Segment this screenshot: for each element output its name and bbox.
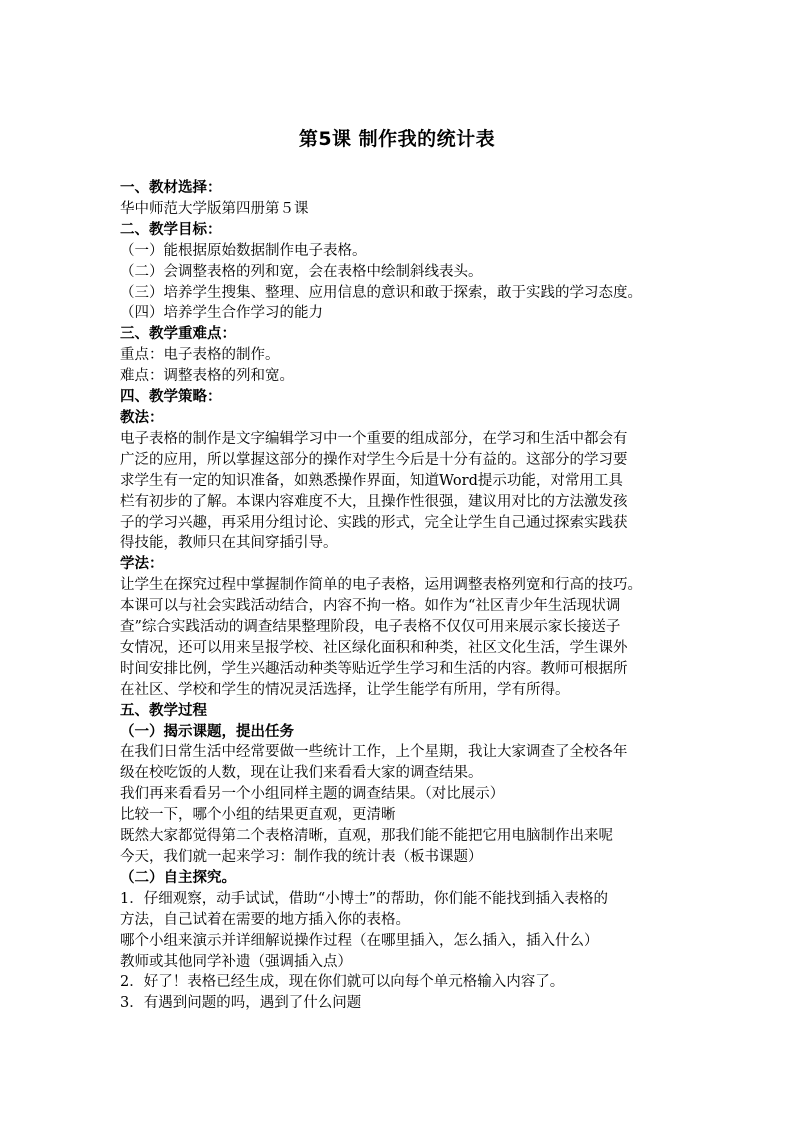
body-text-line: 教师或其他同学补遗（强调插入点） — [120, 953, 352, 970]
body-text-line: 本课可以与社会实践活动结合，内容不拘一格。如作为“社区青少年生活现状调 — [120, 598, 621, 615]
body-text-line: 重点：电子表格的制作。 — [120, 347, 280, 364]
body-text-line: 1．仔细观察，动手试试，借助“小博士”的帮助，你们能不能找到插入表格的 — [120, 890, 609, 907]
document-body — [120, 178, 680, 1014]
page-title: 第5课 制作我的统计表 — [298, 128, 496, 150]
body-text-line: （一）能根据原始数据制作电子表格。 — [120, 242, 367, 259]
body-text-line: 级在校吃饭的人数，现在让我们来看看大家的调查结果。 — [120, 765, 483, 782]
body-text-line: 求学生有一定的知识准备，如熟悉操作界面，知道Word提示功能，对常用工具 — [120, 472, 623, 489]
section-heading: （二）自主探究。 — [120, 868, 236, 886]
body-text-line: （二）会调整表格的列和宽，会在表格中绘制斜线表头。 — [120, 263, 483, 280]
section-heading: 二、教学目标： — [120, 220, 222, 238]
body-text-line: 电子表格的制作是文字编辑学习中一个重要的组成部分，在学习和生活中都会有 — [120, 430, 628, 447]
section-heading: 五、教学过程 — [120, 701, 207, 719]
body-text-line: 在社区、学校和学生的情况灵活选择，让学生能学有所用，学有所得。 — [120, 681, 570, 698]
body-text-line: 难点：调整表格的列和宽。 — [120, 368, 294, 385]
body-text-line: 子的学习兴趣，再采用分组讨论、实践的形式，完全让学生自己通过探索实践获 — [120, 514, 628, 531]
body-text-line: 在我们日常生活中经常要做一些统计工作，上个星期，我让大家调查了全校各年 — [120, 744, 628, 761]
body-text-line: 我们再来看看另一个小组同样主题的调查结果。（对比展示） — [120, 786, 505, 803]
body-text-line: 比较一下，哪个小组的结果更直观，更清晰 — [120, 807, 396, 824]
section-heading: 一、教材选择： — [120, 179, 222, 196]
body-text-line: 查”综合实践活动的调查结果整理阶段，电子表格不仅仅可用来展示家长接送子 — [120, 619, 621, 636]
section-heading: （一）揭示课题，提出任务 — [120, 722, 294, 740]
section-heading: 教法： — [120, 408, 164, 426]
body-text-line: 2．好了！表格已经生成，现在你们就可以向每个单元格输入内容了。 — [120, 974, 565, 991]
body-text-line: 既然大家都觉得第二个表格清晰，直观，那我们能不能把它用电脑制作出来呢 — [120, 828, 613, 845]
body-text-line: 得技能，教师只在其间穿插引导。 — [120, 535, 338, 552]
section-heading: 三、教学重难点： — [120, 325, 236, 343]
body-text-line: 栏有初步的了解。本课内容难度不大，且操作性很强，建议用对比的方法激发孩 — [120, 493, 628, 510]
body-text-line: 3．有遇到问题的吗，遇到了什么问题 — [120, 995, 362, 1012]
section-heading: 学法： — [120, 555, 164, 573]
body-text-line: 华中师范大学版第四册第５课 — [120, 200, 309, 217]
body-text-line: 哪个小组来演示并详细解说操作过程（在哪里插入，怎么插入，插入什么） — [120, 932, 599, 949]
body-text-line: 时间安排比例，学生兴趣活动种类等贴近学生学习和生活的内容。教师可根据所 — [120, 660, 628, 677]
body-text-line: （三）培养学生搜集、整理、应用信息的意识和敢于探索，敢于实践的学习态度。 — [120, 284, 642, 301]
body-text-line: 广泛的应用，所以掌握这部分的操作对学生今后是十分有益的。这部分的学习要 — [120, 451, 628, 468]
body-text-line: 女情况，还可以用来呈报学校、社区绿化面积和种类，社区文化生活，学生课外 — [120, 639, 628, 656]
body-text-line: 让学生在探究过程中掌握制作简单的电子表格，运用调整表格列宽和行高的技巧。 — [120, 577, 642, 594]
body-text-line: 今天，我们就一起来学习：制作我的统计表（板书课题） — [120, 849, 483, 865]
body-text-line: 方法，自己试着在需要的地方插入你的表格。 — [120, 911, 410, 928]
section-heading: 四、教学策略： — [120, 388, 222, 406]
body-text-line: （四）培养学生合作学习的能力 — [120, 305, 323, 322]
